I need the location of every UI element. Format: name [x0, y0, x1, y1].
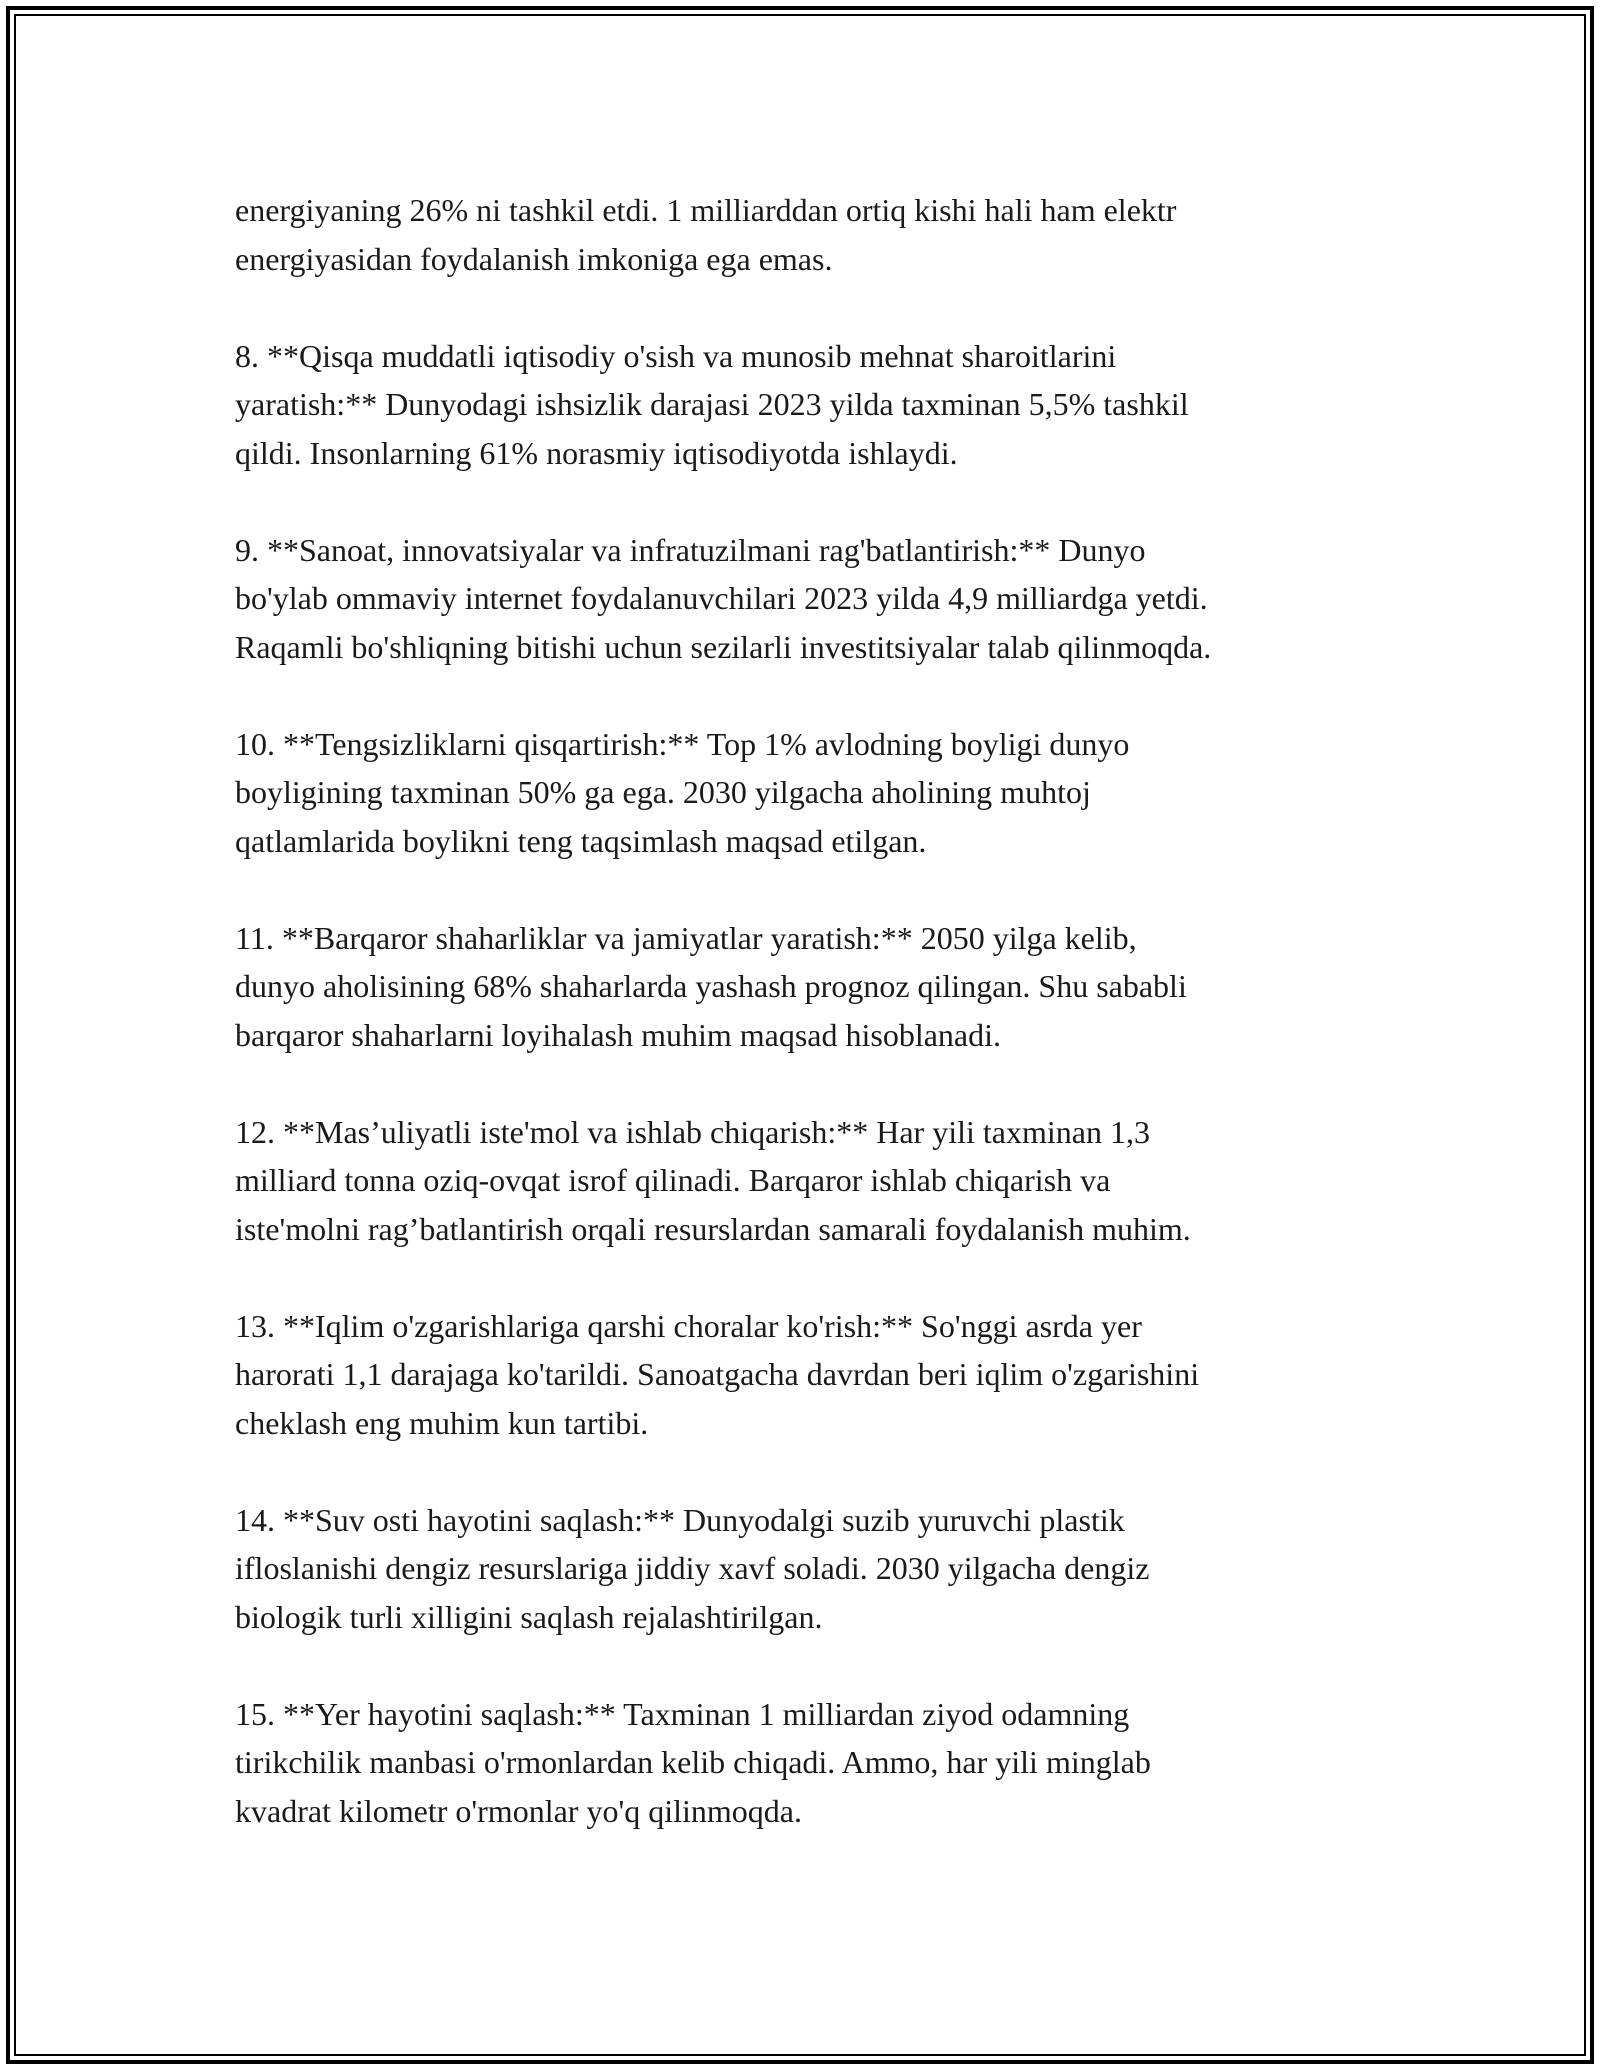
text-line: cheklash eng muhim kun tartibi. [235, 1404, 649, 1441]
text-line: yaratish:** Dunyodagi ishsizlik darajasi 2023 yilda taxminan 5,5% tashkil [235, 386, 1189, 422]
text-line: Raqamli bo'shliqning bitishi uchun sezilarli investitsiyalar talab qilinmoqda. [235, 628, 1212, 665]
text-line: 12. **Mas’uliyatli iste'mol va ishlab chiqarish:** Har yili taxminan 1,3 [235, 1113, 1150, 1150]
paragraph-energy-continuation [235, 186, 1385, 283]
text-line: 13. **Iqlim o'zgarishlariga qarshi choralar ko'rish:** So'nggi asrda yer [235, 1307, 1142, 1344]
text-line: iste'molni rag’batlantirish orqali resurslardan samarali foydalanish muhim. [235, 1210, 1191, 1247]
text-line: energiyaning 26% ni tashkil etdi. 1 milliarddan ortiq kishi hali ham elektr [235, 192, 1177, 228]
paragraph-goal-15 [235, 1690, 1385, 1836]
text-line: qildi. Insonlarning 61% norasmiy iqtisodiyotda ishlaydi. [235, 434, 958, 471]
text-line: qatlamlarida boylikni teng taqsimlash maqsad etilgan. [235, 822, 927, 859]
text-line: tirikchilik manbasi o'rmonlardan kelib chiqadi. Ammo, har yili minglab [235, 1744, 1151, 1780]
paragraph-goal-10 [235, 720, 1385, 866]
text-line: barqaror shaharlarni loyihalash muhim maqsad hisoblanadi. [235, 1016, 1002, 1053]
text-line: biologik turli xilligini saqlash rejalashtirilgan. [235, 1598, 823, 1635]
text-line: boyligining taxminan 50% ga ega. 2030 yilgacha aholining muhtoj [235, 774, 1091, 810]
text-line: 9. **Sanoat, innovatsiyalar va infratuzilmani rag'batlantirish:** Dunyo [235, 531, 1146, 568]
text-line: kvadrat kilometr o'rmonlar yo'q qilinmoqda. [235, 1792, 802, 1829]
paragraph-goal-8 [235, 332, 1385, 478]
text-line: ifloslanishi dengiz resurslariga jiddiy xavf soladi. 2030 yilgacha dengiz [235, 1550, 1150, 1586]
paragraph-goal-11 [235, 914, 1385, 1060]
text-line: harorati 1,1 darajaga ko'tarildi. Sanoatgacha davrdan beri iqlim o'zgarishini [235, 1356, 1200, 1392]
text-line: 10. **Tengsizliklarni qisqartirish:** Top 1% avlodning boyligi dunyo [235, 725, 1130, 762]
paragraph-goal-9 [235, 526, 1385, 672]
document-body [235, 186, 1385, 1884]
text-line: milliard tonna oziq-ovqat isrof qilinadi. Barqaror ishlab chiqarish va [235, 1162, 1111, 1198]
text-line: 11. **Barqaror shaharliklar va jamiyatlar yaratish:** 2050 yilga kelib, [235, 919, 1137, 956]
text-line: 15. **Yer hayotini saqlash:** Taxminan 1 milliardan ziyod odamning [235, 1695, 1130, 1732]
paragraph-goal-13 [235, 1302, 1385, 1448]
paragraph-goal-12 [235, 1108, 1385, 1254]
text-line: energiyasidan foydalanish imkoniga ega emas. [235, 240, 833, 277]
paragraph-goal-14 [235, 1496, 1385, 1642]
text-line: 8. **Qisqa muddatli iqtisodiy o'sish va munosib mehnat sharoitlarini [235, 337, 1117, 374]
text-line: 14. **Suv osti hayotini saqlash:** Dunyodalgi suzib yuruvchi plastik [235, 1501, 1125, 1538]
text-line: bo'ylab ommaviy internet foydalanuvchilari 2023 yilda 4,9 milliardga yetdi. [235, 580, 1208, 616]
text-line: dunyo aholisining 68% shaharlarda yashash prognoz qilingan. Shu sababli [235, 968, 1187, 1004]
